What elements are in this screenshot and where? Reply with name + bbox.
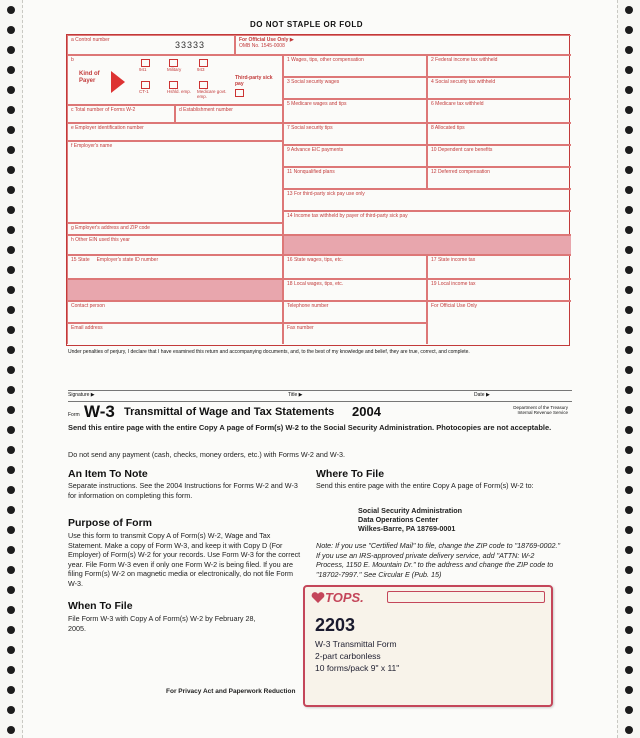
box-5[interactable]: 5 Medicare wages and tips — [283, 99, 427, 123]
telephone-box[interactable]: Telephone number — [283, 301, 427, 323]
purpose-heading: Purpose of Form — [68, 517, 153, 529]
control-number-value: 33333 — [175, 40, 206, 50]
box-f[interactable]: f Employer's name — [67, 141, 283, 223]
payer-option-medicare[interactable]: Medicare govt. emp. — [197, 81, 229, 99]
do-not-staple-notice: DO NOT STAPLE OR FOLD — [250, 20, 364, 29]
official-use-box: For Official Use Only ▶ OMB No. 1545-0008 — [235, 35, 571, 55]
box-7[interactable]: 7 Social security tips — [283, 123, 427, 145]
signature-field[interactable]: Signature ▶ — [68, 392, 95, 398]
form-title: Transmittal of Wage and Tax Statements — [124, 406, 335, 418]
tops-heart-logo-icon — [311, 592, 325, 604]
label-band — [387, 591, 545, 603]
payer-option-943[interactable]: 943 — [197, 59, 208, 72]
box-10[interactable]: 10 Dependent care benefits — [427, 145, 571, 167]
purpose-text: Use this form to transmit Copy A of Form(s) W-2, Wage and Tax Statement. Make a copy of Form W-3, and keep it with Copy D (For Employer) of Form(s) W-2 for your records. Use Form W-3 for the correct year. File Form W-3 even if only one Form W-2 is being filed. If you are filing Form(s) W-2 on magnetic media or electronically, do not file Form W-3. — [68, 531, 301, 588]
shaded-band-left — [67, 279, 283, 301]
privacy-footer: For Privacy Act and Paperwork Reduction — [166, 688, 296, 695]
box-2[interactable]: 2 Federal income tax withheld — [427, 55, 571, 77]
form-word: Form — [68, 412, 80, 418]
box-e[interactable]: e Employer identification number — [67, 123, 283, 141]
title-field[interactable]: Title ▶ — [288, 392, 303, 398]
shaded-band-right — [283, 235, 571, 255]
right-tractor-strip — [617, 0, 640, 738]
box-6[interactable]: 6 Medicare tax withheld — [427, 99, 571, 123]
when-to-file-heading: When To File — [68, 600, 133, 612]
product-number: 2203 — [315, 615, 356, 635]
official-use-bottom-box: For Official Use Only — [427, 301, 571, 344]
perjury-statement: Under penalties of perjury, I declare that I have examined this return and accompanying documents, and, to the best of my knowledge and belief, they are true, correct, and complete. — [68, 349, 470, 355]
box-1[interactable]: 1 Wages, tips, other compensation — [283, 55, 427, 77]
left-tractor-strip — [0, 0, 23, 738]
contact-person-box[interactable]: Contact person — [67, 301, 283, 323]
box-13[interactable]: 13 For third-party sick pay use only — [283, 189, 571, 211]
payer-option-hshld[interactable]: Hshld. emp. — [167, 81, 195, 94]
box-g[interactable]: g Employer's address and ZIP code — [67, 223, 283, 235]
item-to-note-text: Separate instructions. See the 2004 Instructions for Forms W-2 and W-3 for information on completing this form. — [68, 481, 298, 500]
where-to-file-text: Send this entire page with the entire Copy A page of Form(s) W-2 to: — [316, 481, 534, 490]
w3-form-grid — [66, 34, 570, 346]
box-15[interactable]: 15 State Employer's state ID number — [67, 255, 283, 279]
box-8[interactable]: 8 Allocated tips — [427, 123, 571, 145]
payer-option-ct1[interactable]: CT-1 — [139, 81, 150, 94]
ssa-address-line-1: Social Security Administration — [358, 506, 462, 515]
signature-line — [68, 390, 572, 391]
payer-option-941[interactable]: 941 — [139, 59, 150, 72]
form-year: 2004 — [352, 404, 381, 419]
box-4[interactable]: 4 Social security tax withheld — [427, 77, 571, 99]
box-12[interactable]: 12 Deferred compensation — [427, 167, 571, 189]
when-to-file-text: File Form W-3 with Copy A of Form(s) W-2 by February 28, 2005. — [68, 614, 256, 633]
box-14[interactable]: 14 Income tax withheld by payer of third-party sick pay — [283, 211, 571, 235]
kind-of-payer-box: b — [67, 55, 283, 105]
where-to-file-heading: Where To File — [316, 468, 385, 480]
box-c[interactable]: c Total number of Forms W-2 — [67, 105, 175, 123]
product-line-1: W-3 Transmittal Form — [315, 639, 397, 649]
intro-send-text: Send this entire page with the entire Copy A page of Form(s) W-2 to the Social Security Administration. Photocopies are not acceptable. — [68, 423, 552, 432]
box-9[interactable]: 9 Advance EIC payments — [283, 145, 427, 167]
arrow-right-icon — [111, 71, 125, 93]
kind-of-payer-label: Kind of Payer — [79, 71, 100, 85]
email-box[interactable]: Email address — [67, 323, 283, 344]
box-3[interactable]: 3 Social security wages — [283, 77, 427, 99]
box-16[interactable]: 16 State wages, tips, etc. — [283, 255, 427, 279]
box-18[interactable]: 18 Local wages, tips, etc. — [283, 279, 427, 301]
box-h[interactable]: h Other EIN used this year — [67, 235, 283, 255]
product-line-3: 10 forms/pack 9" x 11" — [315, 663, 400, 673]
box-d[interactable]: d Establishment number — [175, 105, 283, 123]
box-19[interactable]: 19 Local income tax — [427, 279, 571, 301]
date-field[interactable]: Date ▶ — [474, 392, 490, 398]
title-rule — [68, 401, 572, 402]
item-to-note-heading: An Item To Note — [68, 468, 148, 480]
payer-option-military[interactable]: Military — [167, 59, 181, 72]
tops-product-label — [303, 585, 553, 707]
intro-do-not-text: Do not send any payment (cash, checks, money orders, etc.) with Forms W-2 and W-3. — [68, 450, 345, 459]
ssa-address-line-3: Wilkes-Barre, PA 18769-0001 — [358, 524, 456, 533]
payer-option-third-party[interactable]: Third-party sick pay — [235, 75, 277, 97]
ssa-address-line-2: Data Operations Center — [358, 515, 439, 524]
box-17[interactable]: 17 State income tax — [427, 255, 571, 279]
department-label: Department of the Treasury Internal Revenue Service — [513, 405, 568, 415]
tops-brand: TOPS. — [325, 590, 364, 605]
where-to-file-note: Note: If you use "Certified Mail" to file, change the ZIP code to "18769-0002." If you use an IRS-approved private delivery service, add "ATTN: W-2 Process, 1150 E. Mountain Dr." to the address and change the ZIP code to "18702-7997." See Circular E (Pub. 15) — [316, 541, 561, 579]
product-line-2: 2-part carbonless — [315, 651, 381, 661]
form-number: W-3 — [84, 402, 115, 421]
control-number-box[interactable]: a Control number — [67, 35, 235, 55]
fax-box[interactable]: Fax number — [283, 323, 427, 344]
box-11[interactable]: 11 Nonqualified plans — [283, 167, 427, 189]
